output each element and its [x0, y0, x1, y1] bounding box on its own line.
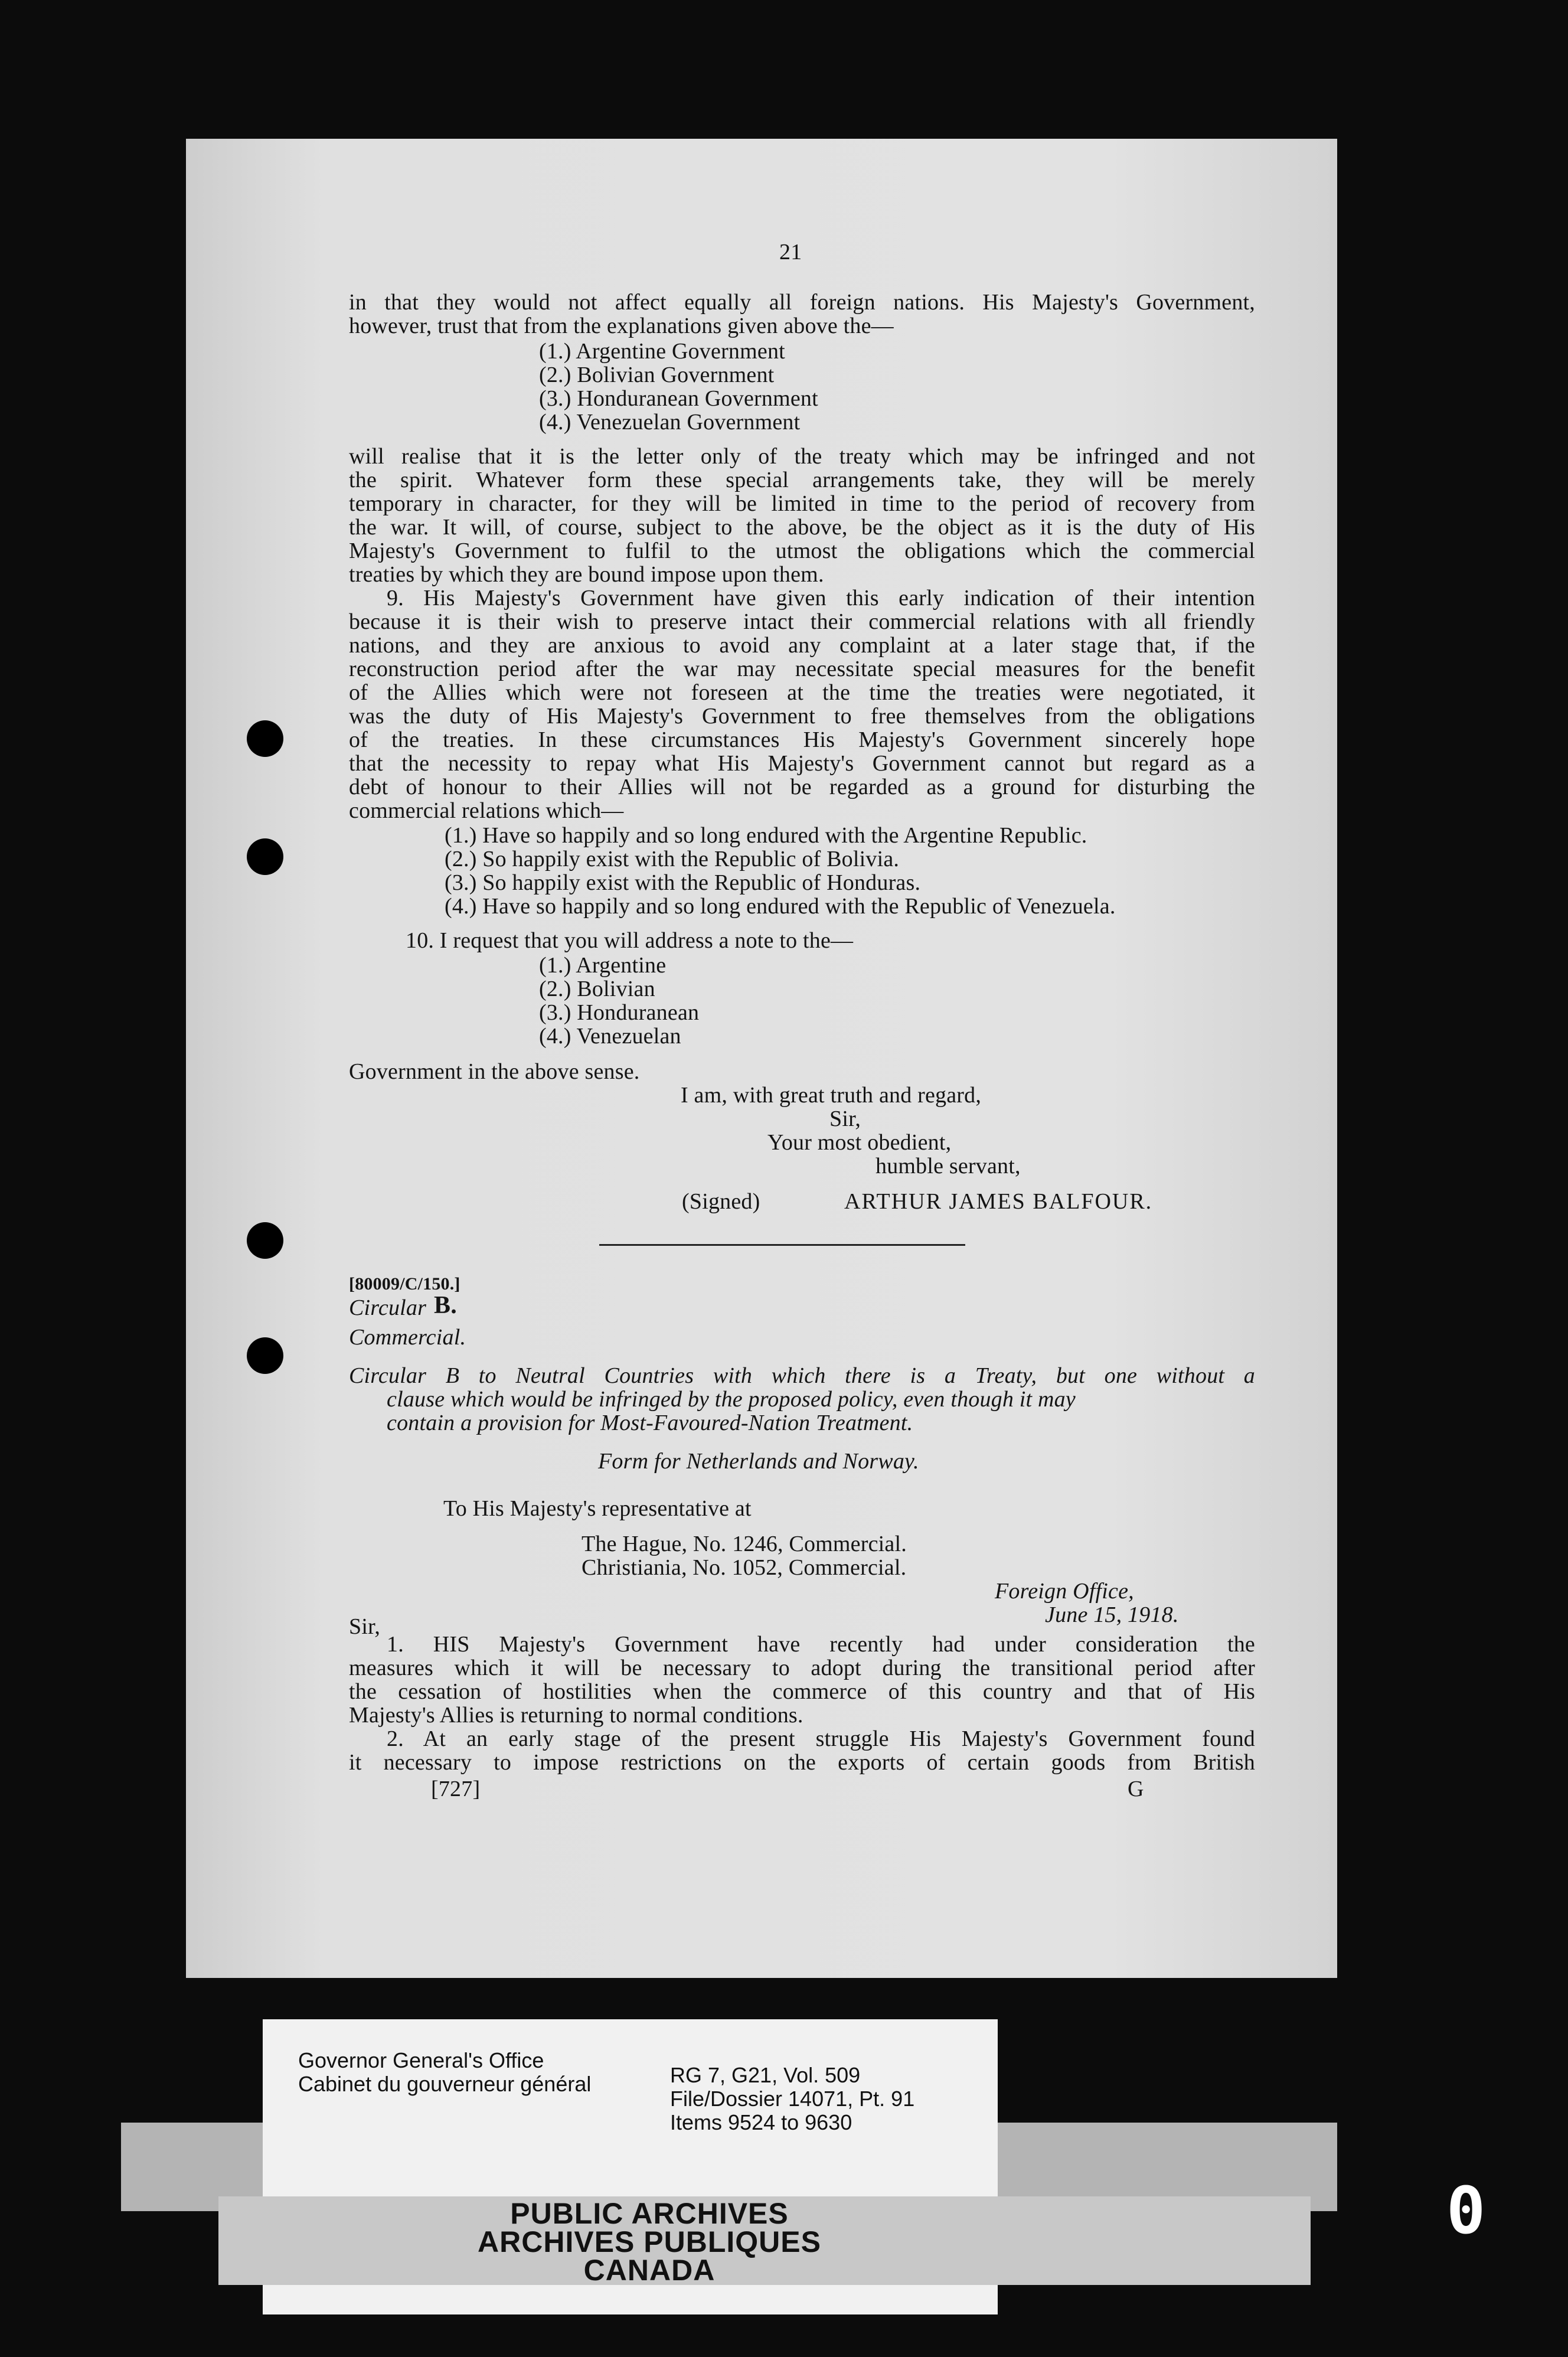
closing-line: I am, with great truth and regard, [681, 1083, 982, 1108]
paragraph-9-line: reconstruction period after the war may necessitate special measures for the benefit [349, 657, 1255, 681]
governments-list-item: (3.) Honduranean Government [539, 386, 818, 411]
commercial-label: Commercial. [349, 1325, 466, 1350]
circular-letter: B. [434, 1292, 457, 1319]
frame-number: 0 [1446, 2173, 1486, 2248]
paragraph-9-line: of the Allies which were not foreseen at the time the treaties were negotiated, it [349, 680, 1255, 705]
form-line: Form for Netherlands and Norway. [598, 1449, 919, 1474]
salutation: Sir, [349, 1614, 381, 1639]
paragraph-line: will realise that it is the letter only of the treaty which may be infringed and not [349, 444, 1255, 469]
punch-hole [247, 1337, 283, 1374]
paragraph-1-line: 1. HIS Majesty's Government have recently had under consideration the [387, 1632, 1255, 1657]
punch-hole [247, 838, 283, 875]
closing-line: Sir, [829, 1106, 861, 1131]
stamp-line: PUBLIC ARCHIVES [510, 2197, 789, 2230]
paragraph-9-line: debt of honour to their Allies will not be regarded as a ground for disturbing the [349, 775, 1255, 799]
paragraph-1-line: Majesty's Allies is returning to normal conditions. [349, 1703, 803, 1728]
relations-list-item: (1.) Have so happily and so long endured with the Argentine Republic. [445, 823, 1087, 848]
paragraph-line: the spirit. Whatever form these special arrangements take, they will be merely [349, 468, 1255, 492]
office-french: Cabinet du gouverneur général [298, 2072, 592, 2096]
note-list-item: (4.) Venezuelan [539, 1024, 681, 1049]
note-list-item: (2.) Bolivian [539, 977, 655, 1001]
punch-hole [247, 720, 283, 757]
paragraph-line: treaties by which they are bound impose upon them. [349, 562, 824, 587]
dateline-date: June 15, 1918. [1045, 1602, 1179, 1627]
archive-ref-3: Items 9524 to 9630 [670, 2110, 852, 2134]
paragraph-line: the war. It will, of course, subject to the above, be the object as it is the duty of His [349, 515, 1255, 540]
signed-label: (Signed) [682, 1189, 760, 1214]
paragraph-9-line: 9. His Majesty's Government have given this early indication of their intention [387, 586, 1255, 611]
paragraph-1-line: the cessation of hostilities when the commerce of this country and that of His [349, 1679, 1255, 1704]
paragraph-9-line: because it is their wish to preserve intact their commercial relations with all friendly [349, 609, 1255, 634]
paragraph-9-line: that the necessity to repay what His Majesty's Government cannot but regard as a [349, 751, 1255, 776]
paragraph-line: temporary in character, for they will be limited in time to the period of recovery from [349, 491, 1255, 516]
address-line: The Hague, No. 1246, Commercial. [582, 1532, 907, 1556]
paragraph-9-line: was the duty of His Majesty's Government to free themselves from the obligations [349, 704, 1255, 729]
paragraph-9-line: of the treaties. In these circumstances His Majesty's Government sincerely hope [349, 727, 1255, 752]
relations-list-item: (4.) Have so happily and so long endured with the Republic of Venezuela. [445, 894, 1116, 919]
government-sense-line: Government in the above sense. [349, 1059, 640, 1084]
stamp-line: CANADA [583, 2254, 716, 2287]
paragraph-1-line: measures which it will be necessary to adopt during the transitional period after [349, 1656, 1255, 1680]
address-to: To His Majesty's representative at [443, 1496, 752, 1521]
governments-list-item: (4.) Venezuelan Government [539, 410, 801, 435]
note-list-item: (3.) Honduranean [539, 1000, 700, 1025]
paragraph-2-line: 2. At an early stage of the present struggle His Majesty's Government found [387, 1726, 1255, 1751]
intro-line-2: however, trust that from the explanations given above the— [349, 314, 894, 338]
circular-heading-line: Circular B to Neutral Countries with which there is a Treaty, but one without a [349, 1363, 1255, 1388]
paragraph-9-line: commercial relations which— [349, 798, 624, 823]
relations-list-item: (3.) So happily exist with the Republic of Honduras. [445, 870, 921, 895]
governments-list-item: (2.) Bolivian Government [539, 363, 775, 387]
stamp-line: ARCHIVES PUBLIQUES [478, 2225, 821, 2258]
office-english: Governor General's Office [298, 2048, 544, 2072]
address-line: Christiania, No. 1052, Commercial. [582, 1555, 907, 1580]
note-list-item: (1.) Argentine [539, 953, 667, 978]
closing-line: Your most obedient, [767, 1130, 952, 1155]
signature-mark: G [1128, 1777, 1144, 1801]
print-number: [727] [431, 1777, 481, 1801]
circular-label: Circular [349, 1295, 427, 1320]
signature-rule [599, 1244, 965, 1246]
relations-list-item: (2.) So happily exist with the Republic of Bolivia. [445, 847, 900, 871]
punch-hole [247, 1222, 283, 1259]
dateline-office: Foreign Office, [995, 1579, 1134, 1604]
circular-heading-line: contain a provision for Most-Favoured-Nation Treatment. [387, 1411, 913, 1435]
paragraph-line: Majesty's Government to fulfil to the utmost the obligations which the commercial [349, 538, 1255, 563]
paragraph-9-line: nations, and they are anxious to avoid any complaint at a later stage that, if the [349, 633, 1255, 658]
page-number: 21 [779, 240, 802, 265]
governments-list-item: (1.) Argentine Government [539, 339, 785, 364]
archive-ref-1: RG 7, G21, Vol. 509 [670, 2063, 861, 2087]
signatory-name: ARTHUR JAMES BALFOUR. [844, 1189, 1153, 1214]
intro-line-1: in that they would not affect equally all foreign nations. His Majesty's Government, [349, 290, 1255, 315]
closing-line: humble servant, [876, 1154, 1021, 1178]
reference-number: [80009/C/150.] [349, 1274, 460, 1294]
circular-heading-line: clause which would be infringed by the proposed policy, even though it may [387, 1387, 1076, 1412]
archive-ref-2: File/Dossier 14071, Pt. 91 [670, 2087, 915, 2111]
paragraph-10: 10. I request that you will address a note to the— [406, 928, 854, 953]
paragraph-2-line: it necessary to impose restrictions on the exports of certain goods from British [349, 1750, 1255, 1775]
document-page [186, 139, 1337, 1978]
